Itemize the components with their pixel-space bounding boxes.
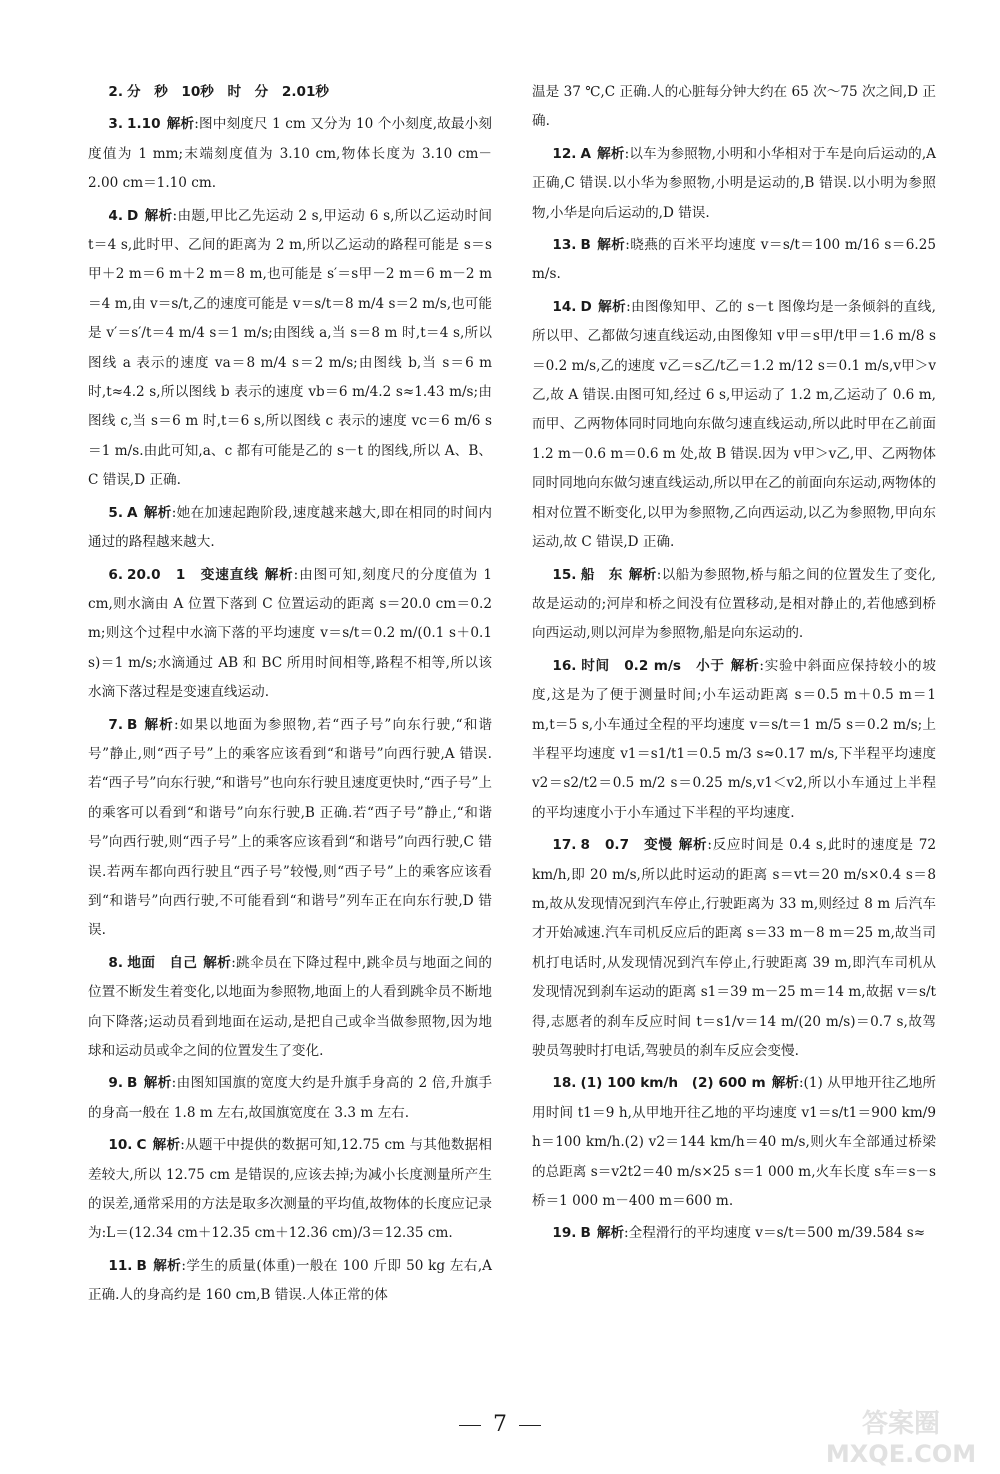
analysis-text: :从题干中提供的数据可知,12.75 cm 与其他数据相差较大,所以 12.75 cm 是错误的,应该去掉;为减小长度测量所产生的误差,通常采用的方法是取多次测量的平均值,故物体的长度应记录为:L＝(12.34 cm＋12.35 cm＋12.36 cm)/3＝12.35 cm. [88,1137,493,1242]
analysis-label: 解析 [678,837,708,854]
analysis-text: :由图可知,刻度尺的分度值为 1 cm,则水滴由 A 位置下落到 C 位置运动的距离 s＝20.0 cm＝0.2 m;则这个过程中水滴下落的平均速度 v＝s/t＝0.2 m/(0.1 s＋0.1 s)＝1 m/s;水滴通过 AB 和 BC 所用时间相等,路程不相等,所以该水滴下落过程是变速直线运动. [88,566,493,701]
question-number: 9. [108,1075,124,1092]
analysis-label: 解析 [771,1075,799,1092]
answer-value: 20.0 1 变速直线 [127,566,259,583]
question-number: 15. [552,566,577,583]
answer-item [532,140,936,228]
answer-value: B [127,1075,138,1092]
question-number: 10. [108,1137,133,1154]
analysis-label: 解析 [152,1137,181,1154]
question-number: 4. [108,207,124,224]
page-number-dash-left [459,1425,481,1426]
answer-item [532,561,936,649]
analysis-text: :她在加速起跑阶段,速度越来越大,即在相同的时间内通过的路程越来越大. [88,504,492,551]
analysis-label: 解析 [596,237,626,254]
answer-item [88,78,492,107]
answer-value: A [580,145,592,162]
question-number: 17. [552,837,577,854]
answer-item [88,110,492,198]
analysis-label: 解析 [143,504,172,521]
answer-value: B [580,1225,591,1242]
analysis-label: 解析 [597,298,627,315]
question-number: 3. [108,116,124,133]
answer-item [88,1252,492,1311]
analysis-text: :由题,甲比乙先运动 2 s,甲运动 6 s,所以乙运动时间 t＝4 s,此时甲、乙间的距离为 2 m,所以乙运动的路程可能是 s＝s甲＋2 m＝6 m＋2 m＝8 m,也可能是 s′＝s甲－2 m＝6 m－2 m＝4 m,由 v＝s/t,乙的速度可能是 v＝s/t＝8 m/4 s＝2 m/s,也可能是 v′＝s′/t＝4 m/4 s＝1 m/s;由图线 a,当 s＝8 m 时,t＝4 s,所以图线 a 表示的速度 va＝8 m/4 s＝2 m/s;由图线 b,当 s＝6 m 时,t≈4.2 s,所以图线 b 表示的速度 vb＝6 m/4.2 s≈1.43 m/s;由图线 c,当 s＝6 m 时,t＝6 s,所以图线 c 表示的速度 vc＝6 m/6 s＝1 m/s.由此可知,a、c 都有可能是乙的 s－t 的图线,所以 A、B、C 错误,D 正确. [88,207,493,489]
answer-value: C [136,1137,147,1154]
analysis-text: :跳伞员在下降过程中,跳伞员与地面之间的位置不断发生着变化,以地面为参照物,地面上的人看到跳伞员不断地向下降落;运动员看到地面在运动,是把自己或伞当做参照物,因为地球和运动员或伞之间的位置发生了变化. [88,954,493,1059]
analysis-label: 解析 [143,1075,172,1092]
analysis-label: 解析 [152,1257,182,1274]
analysis-label: 解析 [596,1225,625,1242]
answer-value: 时间 0.2 m/s 小于 [580,657,725,674]
analysis-text: :学生的质量(体重)一般在 100 斤即 50 kg 左右,A 正确.人的身高约是 160 cm,B 错误.人体正常的体 [88,1257,492,1304]
analysis-label: 解析 [597,145,625,162]
question-number: 7. [108,716,124,733]
answer-item [532,652,936,828]
analysis-text: :由图知国旗的宽度大约是升旗手身高的 2 倍,升旗手的身高一般在 1.8 m 左右,故国旗宽度在 3.3 m 左右. [88,1075,492,1121]
answer-item [88,711,492,946]
answer-item [532,831,936,1066]
question-number: 5. [108,504,124,521]
answer-item [88,202,492,496]
answer-item [88,561,492,708]
analysis-text: :实验中斜面应保持较小的坡度,这是为了便于测量时间;小车运动距离 s＝0.5 m＋0.5 m＝1 m,t＝5 s,小车通过全程的平均速度 v＝s/t＝1 m/5 s＝0.2 m/s;上半程平均速度 v1＝s1/t1＝0.5 m/3 s≈0.17 m/s,下半程平均速度 v2＝s2/t2＝0.5 m/2 s＝0.25 m/s,v1＜v2,所以小车通过上半程的平均速度小于小车通过下半程的平均速度. [532,657,936,821]
answer-item [532,78,936,137]
question-number: 8. [108,954,124,971]
answer-value: 8 0.7 变慢 [580,837,673,854]
answer-value: 分 秒 10秒 时 分 2.01秒 [127,84,330,100]
analysis-text: 温是 37 ℃,C 正确.人的心脏每分钟大约在 65 次～75 次之间,D 正确. [532,84,936,130]
right-column [532,78,936,1252]
analysis-label: 解析 [264,566,294,583]
answer-value: 船 东 [580,566,623,583]
answer-value: B [136,1257,147,1274]
answer-value: D [127,207,139,224]
answer-value: B [580,237,591,254]
analysis-text: :图中刻度尺 1 cm 又分为 10 个小刻度,故最小刻度值为 1 mm;末端刻度值为 3.10 cm,物体长度为 3.10 cm－2.00 cm＝1.10 cm. [88,116,493,192]
question-number: 2. [108,84,124,100]
analysis-text: :以车为参照物,小明和小华相对于车是向后运动的,A 正确,C 错误.以小华为参照物,小明是运动的,B 错误.以小明为参照物,小华是向后运动的,D 错误. [532,145,937,221]
answer-value: A [127,504,138,521]
analysis-text: :如果以地面为参照物,若“西子号”向东行驶,“和谐号”静止,则“西子号”上的乘客应该看到“和谐号”向西行驶,A 错误.若“西子号”向东行驶,“和谐号”也向东行驶且速度更快时,“西子号”上的乘客可以看到“和谐号”向东行驶,B 正确.若“西子号”静止,“和谐号”向西行驶,则“西子号”上的乘客应该看到“和谐号”向西行驶,C 错误.若两车都向西行驶且“西子号”较慢,则“西子号”上的乘客应该看到“和谐号”向西行驶,不可能看到“和谐号”列车正在向东行驶,D 错误. [88,716,492,939]
analysis-text: :由图像知甲、乙的 s－t 图像均是一条倾斜的直线,所以甲、乙都做匀速直线运动,由图像知 v甲＝s甲/t甲＝1.6 m/8 s＝0.2 m/s,乙的速度 v乙＝s乙/t乙＝1.2 m/12 s＝0.1 m/s,v甲＞v乙,故 A 错误.由图可知,经过 6 s,甲运动了 1.2 m,乙运动了 0.6 m,而甲、乙两物体同时同地向东做匀速直线运动,所以此时甲在乙前面 1.2 m－0.6 m＝0.6 m 处,故 B 错误.因为 v甲＞v乙,甲、乙两物体同时同地向东做匀速直线运动,所以甲在乙的前面向东运动,两物体的相对位置不断变化,以甲为参照物,乙向西运动,以乙为参照物,甲向东运动,故 C 错误,D 正确. [532,298,937,551]
answer-item [532,293,936,558]
question-number: 11. [108,1257,133,1274]
page-number-dash-right [519,1425,541,1426]
answer-item [532,1069,936,1216]
analysis-label: 解析 [144,207,173,224]
answer-value: D [580,298,592,315]
analysis-text: :晓燕的百米平均速度 v＝s/t＝100 m/16 s＝6.25 m/s. [532,237,937,283]
analysis-label: 解析 [166,116,195,133]
analysis-label: 解析 [203,954,232,971]
page-number-text: 7 [493,1412,507,1437]
question-number: 18. [552,1075,577,1092]
analysis-text: :(1) 从甲地开往乙地所用时间 t1＝9 h,从甲地开往乙地的平均速度 v1＝s/t1＝900 km/9 h＝100 km/h.(2) v2＝144 km/h＝40 m/s,则火车全部通过桥梁的总距离 s＝v2t2＝40 m/s×25 s＝1 000 m,火车长度 s车＝s－s桥＝1 000 m－400 m＝600 m. [532,1075,937,1210]
answer-item [88,499,492,558]
question-number: 14. [552,298,577,315]
watermark-logo [826,1402,976,1468]
question-number: 13. [552,237,577,254]
analysis-text: :全程滑行的平均速度 v＝s/t＝500 m/39.584 s≈ [624,1225,926,1242]
answer-value: (1) 100 km/h (2) 600 m [580,1075,766,1092]
left-column [88,78,492,1314]
answer-value: 地面 自己 [127,954,198,971]
question-number: 6. [108,566,124,583]
analysis-label: 解析 [628,566,657,583]
analysis-label: 解析 [730,657,760,674]
analysis-text: :以船为参照物,桥与船之间的位置发生了变化,故是运动的;河岸和桥之间没有位置移动,是相对静止的,若他感到桥向西运动,则以河岸为参照物,船是向东运动的. [532,566,937,642]
analysis-label: 解析 [143,716,174,733]
answer-item [532,1219,936,1248]
answer-item [88,1069,492,1128]
answer-item [532,231,936,290]
question-number: 12. [552,145,577,162]
answer-item [88,949,492,1067]
watermark-bottom: MXQE.COM [826,1440,976,1468]
answer-value: B [127,716,138,733]
answer-value: 1.10 [127,116,161,133]
answer-item [88,1131,492,1249]
question-number: 19. [552,1225,577,1242]
analysis-text: :反应时间是 0.4 s,此时的速度是 72 km/h,即 20 m/s,所以此时运动的距离 s＝vt＝20 m/s×0.4 s＝8 m,故从发现情况到汽车停止,行驶距离为 33 m,则经过 8 m 后汽车才开始减速.汽车司机反应后的距离 s＝33 m－8 m＝25 m,故当司机打电话时,从发现情况到汽车停止,行驶距离 39 m,即汽车司机从发现情况到刹车运动的距离 s1＝39 m－25 m＝14 m,故据 v＝s/t 得,志愿者的刹车反应时间 t＝s1/v＝14 m/(20 m/s)＝0.7 s,故驾驶员驾驶时打电话,驾驶员的刹车反应会变慢. [532,837,937,1059]
question-number: 16. [552,657,577,674]
watermark-top: 答案圈 [861,1409,941,1439]
